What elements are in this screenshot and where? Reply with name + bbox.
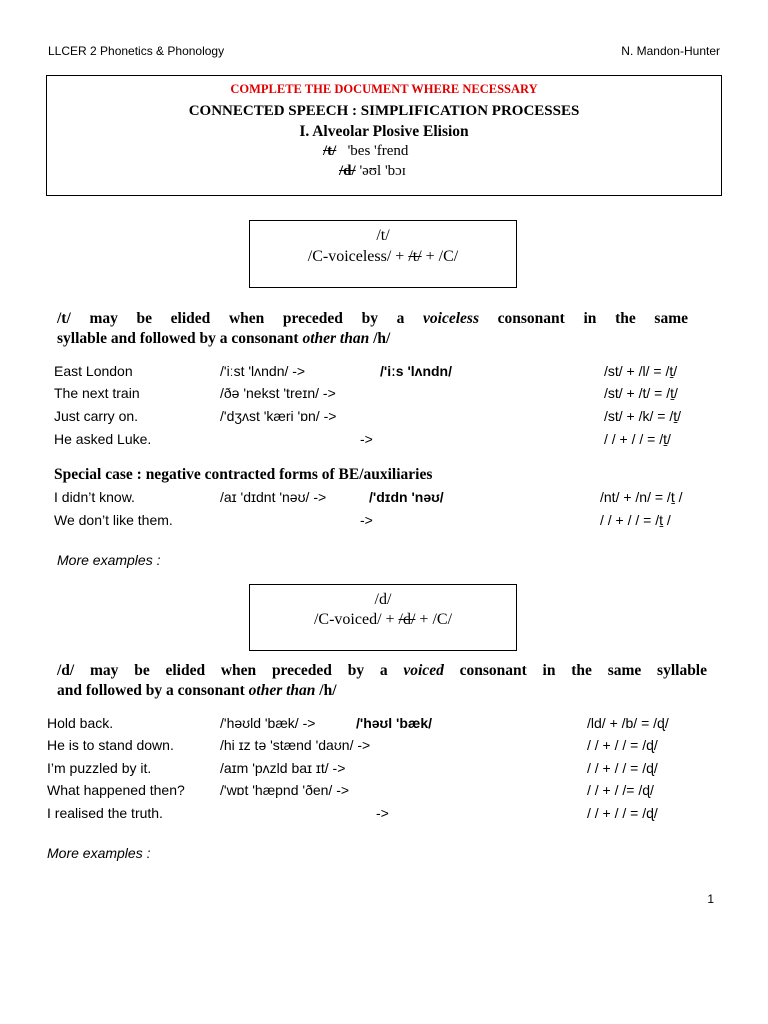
t-rule-line-1: /t/ may be elided when preceded by a voiceless consonant in the same	[57, 310, 688, 327]
t-ex-phrase: East London	[54, 363, 133, 379]
t-rule-struck: /t/	[408, 248, 422, 265]
document-title: CONNECTED SPEECH : SIMPLIFICATION PROCESSES	[188, 103, 580, 119]
d-ex-formula: / / + / / = /ɖ/	[587, 760, 658, 776]
title-box	[46, 75, 722, 196]
d-rule-box	[249, 584, 517, 651]
d-ex-formula: / / + / / = /ɖ/	[587, 737, 658, 753]
header-left: LLCER 2 Phonetics & Phonology	[48, 44, 225, 58]
header-right: N. Mandon-Hunter	[621, 44, 720, 58]
more-examples-label: More examples :	[57, 552, 161, 568]
t-ex-formula: /st/ + /l/ = /ṯ/	[604, 363, 678, 379]
d-ex-phrase: Hold back.	[47, 715, 114, 731]
sc-phrase: We don’t like them.	[54, 512, 173, 528]
d-rule-formula	[250, 611, 516, 629]
example-d-text: 'əʊl 'bɔɪ	[359, 163, 406, 179]
more-examples-label-2: More examples :	[47, 845, 151, 861]
sc-phon: ->	[360, 512, 373, 528]
struck-t-symbol: /t/	[323, 143, 337, 159]
d-ex-phrase: He is to stand down.	[47, 737, 174, 753]
page-number: 1	[707, 892, 714, 906]
sc-phrase: I didn’t know.	[54, 489, 135, 505]
t-ex-phrase: The next train	[54, 385, 140, 401]
t-ex-phon: /'iːst 'lʌndn/ ->	[220, 363, 306, 379]
t-ex-phrase: Just carry on.	[54, 408, 139, 424]
t-ex-formula: /st/ + /k/ = /ṯ/	[604, 408, 682, 424]
d-ex-phrase: I realised the truth.	[47, 805, 163, 821]
section-title: I. Alveolar Plosive Elision	[299, 123, 469, 140]
sc-formula: /nt/ + /n/ = /ṯ /	[600, 489, 683, 505]
special-case-heading: Special case : negative contracted forms of BE/auxiliaries	[54, 466, 433, 483]
t-ex-result: /'iːs 'lʌndn/	[380, 363, 452, 379]
t-rule-post: + /C/	[421, 248, 459, 265]
sc-formula: / / + / / = /ṯ /	[600, 512, 671, 528]
example-t-line	[323, 143, 408, 160]
example-t-text: 'bes 'frend	[347, 143, 409, 159]
d-ex-phrase: I’m puzzled by it.	[47, 760, 152, 776]
t-rule-pre: /C-voiceless/ +	[307, 248, 409, 265]
d-ex-formula: / / + / / = /ɖ/	[587, 805, 658, 821]
d-ex-formula: / / + / /= /ɖ/	[587, 782, 654, 798]
t-ex-phon: /'dʒʌst 'kæri 'ɒn/ ->	[220, 408, 337, 424]
t-ex-formula: /st/ + /t/ = /ṯ/	[604, 385, 678, 401]
d-rule-line-1: /d/ may be elided when preceded by a voiced consonant in the same syllable	[57, 662, 707, 679]
example-d-line	[339, 163, 406, 180]
d-ex-phon: ->	[376, 805, 389, 821]
t-rule-formula	[250, 248, 516, 266]
d-ex-phrase: What happened then?	[47, 782, 185, 798]
d-ex-result: /'həʊl 'bæk/	[356, 715, 433, 731]
t-ex-phon: /ðə 'nekst 'treɪn/ ->	[220, 385, 336, 401]
t-ex-formula: / / + / / = /ṯ/	[604, 431, 671, 447]
d-ex-phon: /hi ɪz tə 'stænd 'daʊn/ ->	[220, 737, 371, 753]
d-rule-struck: /d/	[398, 611, 416, 628]
t-rule-line-2: syllable and followed by a consonant other than /h/	[57, 330, 391, 347]
d-ex-formula: /ld/ + /b/ = /ɖ/	[587, 715, 669, 731]
t-rule-symbol: /t/	[376, 227, 390, 244]
d-rule-symbol: /d/	[374, 591, 392, 608]
struck-d-symbol: /d/	[339, 163, 356, 179]
d-rule-pre: /C-voiced/ +	[313, 611, 399, 628]
d-ex-phon: /'həʊld 'bæk/ ->	[220, 715, 316, 731]
t-ex-phon: ->	[360, 431, 373, 447]
d-rule-line-2: and followed by a consonant other than /h/	[57, 682, 337, 699]
d-ex-phon: /'wɒt 'hæpnd 'ðen/ ->	[220, 782, 350, 798]
t-ex-phrase: He asked Luke.	[54, 431, 152, 447]
d-ex-phon: /aɪm 'pʌzld baɪ ɪt/ ->	[220, 760, 346, 776]
t-rule-box	[249, 220, 517, 288]
sc-result: /'dɪdn 'nəʊ/	[369, 489, 444, 505]
instruction-text: COMPLETE THE DOCUMENT WHERE NECESSARY	[230, 82, 538, 96]
d-rule-post: + /C/	[415, 611, 453, 628]
sc-phon: /aɪ 'dɪdnt 'nəʊ/ ->	[220, 489, 327, 505]
